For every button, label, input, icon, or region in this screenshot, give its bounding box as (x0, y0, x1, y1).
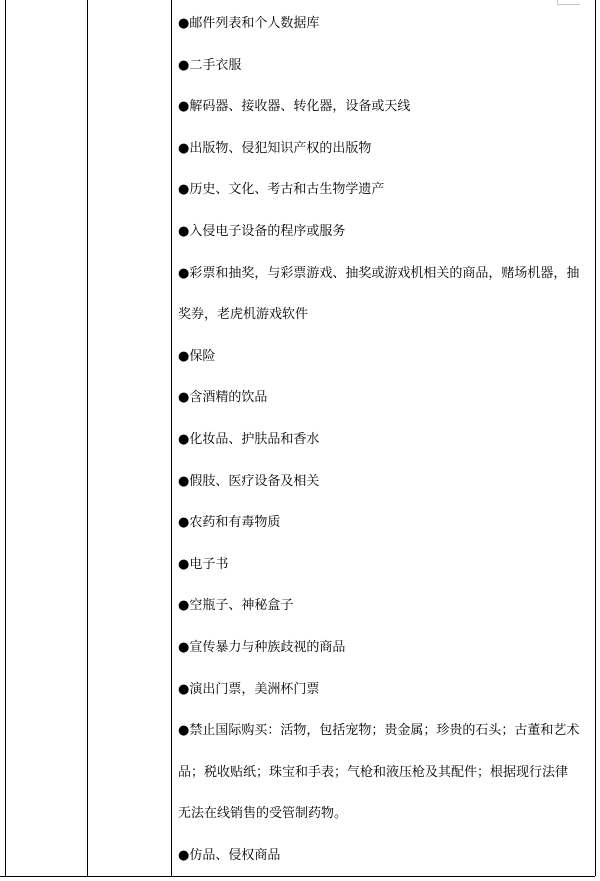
page-corner-mark (557, 0, 580, 5)
list-item: ●化妆品、护肤品和香水 (178, 431, 320, 447)
list-item: ●演出门票，美洲杯门票 (178, 681, 320, 697)
list-item-continuation: 奖券，老虎机游戏软件 (178, 307, 309, 323)
list-item: ●入侵电子设备的程序或服务 (178, 223, 346, 239)
list-item: ●彩票和抽奖，与彩票游戏、抽奖或游戏机相关的商品，赌场机器，抽 (178, 265, 580, 281)
list-item: ●含酒精的饮品 (178, 390, 268, 406)
prohibited-items-cell (178, 6, 590, 879)
list-item-continuation: 品；税收贴纸；珠宝和手表；气枪和液压枪及其配件；根据现行法律 (178, 764, 569, 780)
table-column-divider (171, 0, 172, 876)
list-item: ●出版物、侵犯知识产权的出版物 (178, 140, 372, 156)
table-border-right (595, 0, 596, 876)
list-item: ●假肢、医疗设备及相关 (178, 473, 320, 489)
list-item: ●解码器、接收器、转化器，设备或天线 (178, 99, 411, 115)
list-item: ●邮件列表和个人数据库 (178, 16, 320, 31)
list-item: ●禁止国际购买：活物，包括宠物；贵金属；珍贵的石头；古董和艺术 (178, 723, 580, 739)
list-item: ●宣传暴力与种族歧视的商品 (178, 639, 346, 655)
list-item: ●二手衣服 (178, 57, 242, 73)
table-border-left (5, 0, 6, 876)
table-column-divider (87, 0, 88, 876)
list-item: ●保险 (178, 348, 216, 364)
list-item: ●农药和有毒物质 (178, 515, 281, 531)
list-item: ●历史、文化、考古和古生物学遗产 (178, 182, 385, 198)
list-item: ●仿品、侵权商品 (178, 847, 281, 863)
list-item: ●电子书 (178, 556, 229, 572)
list-item-continuation: 无法在线销售的受管制药物。 (178, 806, 348, 822)
list-item: ●空瓶子、神秘盒子 (178, 598, 294, 614)
